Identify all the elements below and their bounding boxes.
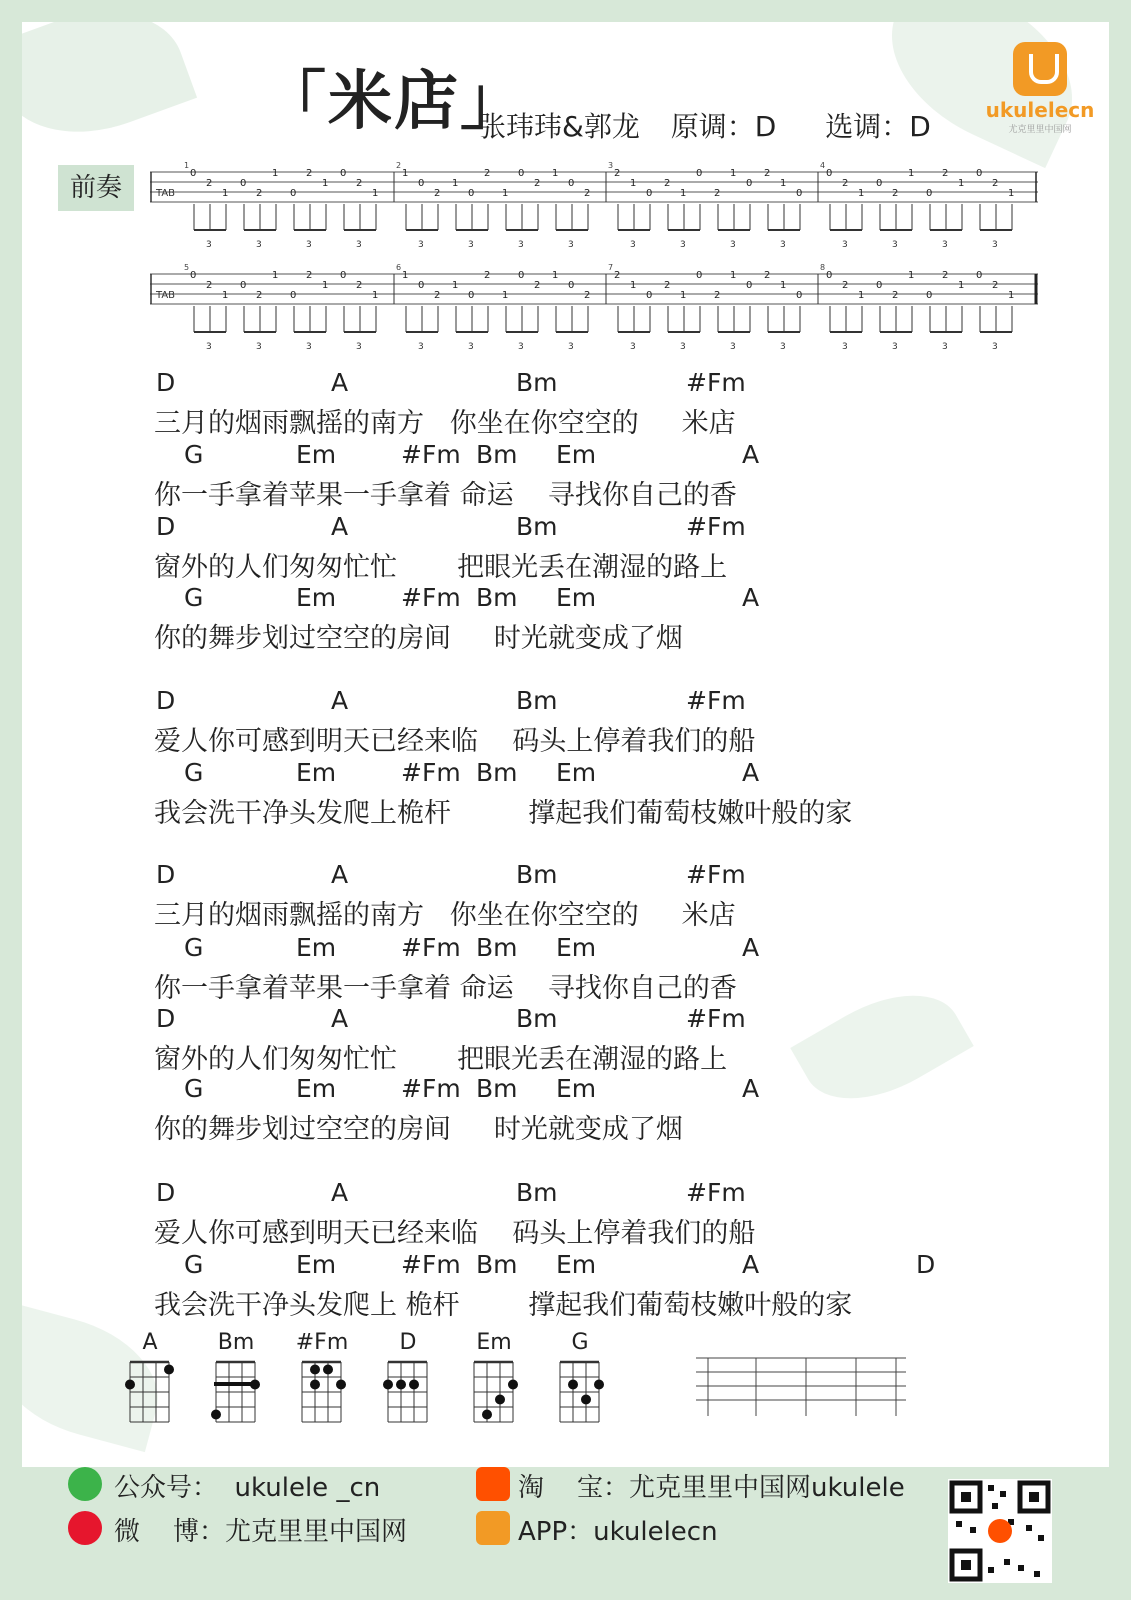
footer-app: APP：ukulelecn [518,1517,718,1547]
chord-symbol: A [742,1074,760,1103]
tab-fret-number: 1 [958,280,965,291]
triplet-label: 3 [468,342,474,352]
chord-symbol: A [742,933,760,962]
chord-symbol: Em [556,933,597,962]
triplet-label: 3 [680,342,686,352]
selected-key: 选调：D [825,110,931,143]
tab-fret-number: 1 [322,178,329,189]
lyric-line: 三月的烟雨飘摇的南方 你坐在你空空的 米店 [154,408,736,439]
tab-fret-number: 1 [858,290,865,301]
chord-symbol: #Fm [401,1074,461,1103]
tab-fret-number: 2 [992,178,999,189]
tab-fret-number: 0 [518,168,525,179]
song-title: 「米店」 [262,65,526,139]
tab-fret-number: 2 [356,280,363,291]
tab-fret-number: 0 [876,280,883,291]
tab-fret-number: 1 [630,178,637,189]
chord-dot [323,1365,333,1375]
chord-symbol: D [156,1178,176,1207]
chord-symbol: Bm [516,860,558,889]
chord-dot [581,1395,591,1405]
chord-dot [125,1380,135,1390]
tab-fret-number: 1 [630,280,637,291]
strum-pattern [696,1352,910,1426]
chord-diagram-name: D [399,1330,417,1355]
triplet-label: 3 [568,342,574,352]
chord-dot [508,1380,518,1390]
chord-symbol: Bm [516,368,558,397]
chord-symbol: #Fm [401,933,461,962]
chord-diagram-name: Em [476,1330,512,1355]
chord-symbol: A [742,758,760,787]
tab-fret-number: 0 [976,168,983,179]
chord-dot [310,1380,320,1390]
tab-fret-number: 0 [518,270,525,281]
tab-fret-number: 1 [222,290,229,301]
tab-fret-number: 2 [714,290,721,301]
chord-symbol: #Fm [686,860,746,889]
tab-fret-number: 1 [780,178,787,189]
ukulele-logo-icon [1013,42,1067,96]
chord-symbol: A [742,1250,760,1279]
lyric-line: 你一手拿着苹果一手拿着 命运 寻找你自己的香 [154,973,737,1004]
triplet-label: 3 [842,342,848,352]
tab-fret-number: 0 [190,270,197,281]
tab-fret-number: 1 [552,270,559,281]
tab-fret-number: 0 [340,270,347,281]
chord-symbol: G [184,933,204,962]
tab-fret-number: 0 [568,280,575,291]
tab-fret-number: 0 [646,188,653,199]
triplet-label: 3 [256,240,262,250]
tab-fret-number: 2 [664,178,671,189]
tab-fret-number: 0 [796,290,803,301]
lyric-line: 我会洗干净头发爬上桅杆 撑起我们葡萄枝嫩叶般的家 [154,798,853,829]
chord-symbol: Bm [516,1178,558,1207]
chord-symbol: Em [556,758,597,787]
ukulelecn-logo [985,42,1095,135]
chord-grid [120,1358,180,1428]
tab-fret-number: 1 [908,168,915,179]
tab-fret-number: 2 [484,270,491,281]
tab-fret-number: 2 [534,280,541,291]
triplet-label: 3 [206,342,212,352]
footer-taobao: 淘 宝：尤克里里中国网ukulele [518,1473,905,1503]
chord-symbol: Em [296,758,337,787]
triplet-label: 3 [468,240,474,250]
strum-pattern-graphic [696,1352,910,1422]
chord-diagram-name: Bm [217,1330,255,1355]
footer-wechat: 公众号： ukulele _cn [114,1473,381,1503]
tab-measure-number: 5 [184,263,190,272]
tab-fret-number: 0 [876,178,883,189]
chord-symbol: A [742,583,760,612]
chord-dot [250,1380,260,1390]
tab-fret-number: 0 [468,188,475,199]
tab-clef: TAB [156,188,176,199]
chord-symbol: Bm [476,440,518,469]
chord-dot [336,1380,346,1390]
chord-symbol: Em [556,1074,597,1103]
tab-fret-number: 1 [372,188,379,199]
tab-fret-number: 2 [434,188,441,199]
tab-fret-number: 2 [584,188,591,199]
tab-measure-number: 6 [396,263,402,272]
chord-symbol: #Fm [401,1250,461,1279]
tab-fret-number: 0 [746,178,753,189]
triplet-label: 3 [518,240,524,250]
chord-symbol: Bm [516,686,558,715]
chord-symbol: Em [296,1074,337,1103]
chord-symbol: #Fm [686,686,746,715]
tab-staff-2 [150,262,1042,352]
chord-symbol: Bm [476,758,518,787]
tab-fret-number: 2 [356,178,363,189]
tab-fret-number: 2 [484,168,491,179]
chord-symbol: Em [296,1250,337,1279]
tab-fret-number: 0 [240,280,247,291]
chord-symbol: Em [296,583,337,612]
chord-symbol: #Fm [401,758,461,787]
tab-staff-row-1 [150,160,1042,250]
chord-symbol: A [331,860,349,889]
tab-measure-number: 8 [820,263,826,272]
tab-fret-number: 1 [1008,188,1015,199]
tab-measure-number: 3 [608,161,614,170]
tab-measure-number: 7 [608,263,614,272]
tab-fret-number: 1 [502,188,509,199]
tab-fret-number: 2 [764,270,771,281]
tab-fret-number: 2 [306,270,313,281]
chord-grid [550,1358,610,1428]
chord-grid [464,1358,524,1428]
footer-weibo: 微 博：尤克里里中国网 [114,1517,408,1547]
tab-fret-number: 2 [842,280,849,291]
triplet-label: 3 [730,342,736,352]
lyric-line: 窗外的人们匆匆忙忙 把眼光丢在潮湿的路上 [154,1044,728,1075]
triplet-label: 3 [992,240,998,250]
tab-clef: TAB [156,290,176,301]
tab-fret-number: 0 [290,290,297,301]
triplet-label: 3 [256,342,262,352]
chord-symbol: D [156,368,176,397]
tab-fret-number: 1 [452,280,459,291]
lyric-line: 爱人你可感到明天已经来临 码头上停着我们的船 [154,1218,756,1249]
chord-dot [383,1380,393,1390]
tab-fret-number: 2 [534,178,541,189]
tab-fret-number: 1 [730,270,737,281]
weibo-icon [68,1511,102,1545]
chord-symbol: D [156,686,176,715]
tab-fret-number: 2 [892,188,899,199]
chord-symbol: Bm [476,1074,518,1103]
tab-fret-number: 1 [858,188,865,199]
tab-fret-number: 2 [256,188,263,199]
tab-fret-number: 0 [826,270,833,281]
triplet-label: 3 [842,240,848,250]
tab-fret-number: 0 [696,270,703,281]
chord-diagram-name: #Fm [295,1330,349,1355]
tab-fret-number: 1 [402,168,409,179]
chord-symbol: #Fm [686,512,746,541]
triplet-label: 3 [306,240,312,250]
triplet-label: 3 [780,342,786,352]
tab-fret-number: 0 [746,280,753,291]
song-meta [478,105,953,145]
chord-symbol: #Fm [686,1178,746,1207]
tab-fret-number: 0 [190,168,197,179]
tab-fret-number: 0 [340,168,347,179]
tab-fret-number: 1 [372,290,379,301]
tab-fret-number: 1 [222,188,229,199]
chord-symbol: Bm [476,1250,518,1279]
triplet-label: 3 [780,240,786,250]
chord-symbol: A [331,1004,349,1033]
triplet-label: 3 [568,240,574,250]
tab-fret-number: 2 [714,188,721,199]
lyric-line: 窗外的人们匆匆忙忙 把眼光丢在潮湿的路上 [154,552,728,583]
chord-symbol: G [184,1074,204,1103]
lyric-line: 你一手拿着苹果一手拿着 命运 寻找你自己的香 [154,480,737,511]
tab-fret-number: 1 [272,168,279,179]
tab-fret-number: 0 [568,178,575,189]
tab-fret-number: 2 [256,290,263,301]
tab-measure-number: 2 [396,161,402,170]
chord-symbol: Em [556,440,597,469]
chord-symbol: Em [556,1250,597,1279]
chord-symbol: Bm [476,583,518,612]
tab-fret-number: 1 [730,168,737,179]
tab-fret-number: 1 [322,280,329,291]
chord-symbol: #Fm [686,368,746,397]
tab-fret-number: 2 [942,168,949,179]
chord-symbol: #Fm [686,1004,746,1033]
tab-fret-number: 0 [926,290,933,301]
triplet-label: 3 [730,240,736,250]
chord-symbol: Bm [516,512,558,541]
chord-symbol: D [156,1004,176,1033]
wechat-icon [68,1467,102,1501]
tab-fret-number: 2 [664,280,671,291]
chord-symbol: D [156,860,176,889]
tab-fret-number: 0 [240,178,247,189]
triplet-label: 3 [418,240,424,250]
chord-dot [495,1395,505,1405]
chord-symbol: A [331,512,349,541]
chord-dot [409,1380,419,1390]
lyric-line: 你的舞步划过空空的房间 时光就变成了烟 [154,623,683,654]
chord-symbol: Em [296,440,337,469]
chord-symbol: Bm [476,933,518,962]
tab-fret-number: 0 [646,290,653,301]
lyric-line: 爱人你可感到明天已经来临 码头上停着我们的船 [154,726,756,757]
original-key: 原调：D [670,110,777,143]
tab-fret-number: 0 [468,290,475,301]
chord-symbol: G [184,583,204,612]
tab-fret-number: 1 [552,168,559,179]
qr-code-graphic [948,1479,1052,1583]
chord-grid [378,1358,438,1428]
tab-fret-number: 2 [892,290,899,301]
triplet-label: 3 [356,240,362,250]
tab-fret-number: 0 [418,280,425,291]
tab-fret-number: 2 [206,178,213,189]
tab-fret-number: 0 [418,178,425,189]
tab-fret-number: 1 [680,290,687,301]
decorative-leaf-mid [790,968,974,1126]
tab-fret-number: 1 [452,178,459,189]
chord-dot [594,1380,604,1390]
chord-symbol: A [331,1178,349,1207]
artist: 张玮玮&郭龙 [478,110,640,143]
logo-subtitle: 尤克里里中国网 [1008,125,1072,135]
triplet-label: 3 [992,342,998,352]
chord-diagram-name: A [142,1330,158,1355]
chord-symbol: G [184,758,204,787]
tab-staff-row-2 [150,262,1042,352]
chord-symbol: Bm [516,1004,558,1033]
chord-dot [310,1365,320,1375]
logo-text: ukulelecn [985,98,1095,122]
tab-measure-number: 1 [184,161,190,170]
tab-fret-number: 0 [290,188,297,199]
tab-fret-number: 1 [502,290,509,301]
tab-fret-number: 2 [434,290,441,301]
decorative-leaf-top-left [22,22,197,159]
tab-fret-number: 0 [696,168,703,179]
triplet-label: 3 [892,240,898,250]
chord-dot [482,1410,492,1420]
lyric-line: 三月的烟雨飘摇的南方 你坐在你空空的 米店 [154,900,736,931]
chord-symbol: A [331,686,349,715]
tab-fret-number: 2 [842,178,849,189]
tab-fret-number: 0 [796,188,803,199]
tab-fret-number: 0 [826,168,833,179]
chord-symbol: G [184,440,204,469]
intro-label: 前奏 [58,165,134,211]
tab-fret-number: 1 [780,280,787,291]
triplet-label: 3 [680,240,686,250]
chord-symbol: D [916,1250,936,1279]
lyric-line: 我会洗干净头发爬上 桅杆 撑起我们葡萄枝嫩叶般的家 [154,1290,853,1321]
app-icon [476,1511,510,1545]
chord-diagram-name: G [571,1330,589,1355]
triplet-label: 3 [418,342,424,352]
tab-fret-number: 1 [680,188,687,199]
tab-fret-number: 2 [306,168,313,179]
tab-fret-number: 1 [402,270,409,281]
triplet-label: 3 [942,240,948,250]
tab-fret-number: 2 [206,280,213,291]
triplet-label: 3 [942,342,948,352]
tab-fret-number: 2 [614,270,621,281]
chord-symbol: #Fm [401,583,461,612]
tab-fret-number: 2 [614,168,621,179]
chord-symbol: D [156,512,176,541]
tab-staff-1 [150,160,1042,250]
chord-dot [211,1410,221,1420]
tab-fret-number: 0 [926,188,933,199]
tab-fret-number: 0 [976,270,983,281]
lyric-line: 你的舞步划过空空的房间 时光就变成了烟 [154,1114,683,1145]
tab-fret-number: 2 [942,270,949,281]
tab-fret-number: 2 [992,280,999,291]
tab-fret-number: 1 [272,270,279,281]
chord-symbol: Em [556,583,597,612]
triplet-label: 3 [306,342,312,352]
chord-symbol: A [742,440,760,469]
tab-fret-number: 1 [908,270,915,281]
tab-fret-number: 2 [764,168,771,179]
triplet-label: 3 [630,342,636,352]
chord-symbol: Em [296,933,337,962]
chord-dot [396,1380,406,1390]
chord-symbol: A [331,368,349,397]
triplet-label: 3 [206,240,212,250]
tab-fret-number: 1 [1008,290,1015,301]
tab-fret-number: 1 [958,178,965,189]
chord-dot [568,1380,578,1390]
triplet-label: 3 [518,342,524,352]
chord-dot [164,1365,174,1375]
tab-measure-number: 4 [820,161,826,170]
taobao-icon [476,1467,510,1501]
chord-symbol: G [184,1250,204,1279]
chord-grid [206,1358,266,1428]
chord-symbol: #Fm [401,440,461,469]
tab-fret-number: 2 [584,290,591,301]
triplet-label: 3 [892,342,898,352]
triplet-label: 3 [356,342,362,352]
triplet-label: 3 [630,240,636,250]
chord-grid [292,1358,352,1428]
qr-code[interactable] [948,1479,1052,1583]
